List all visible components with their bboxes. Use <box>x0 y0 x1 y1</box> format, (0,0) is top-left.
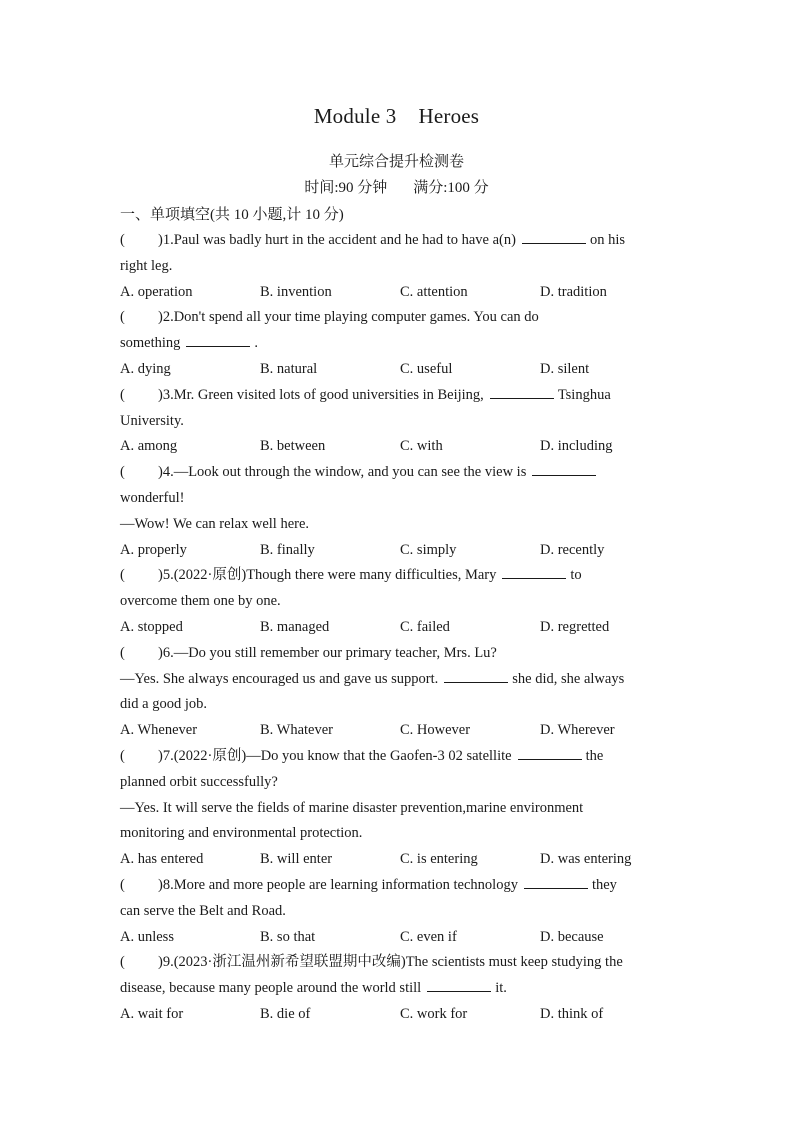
option-d[interactable]: D. Wherever <box>540 722 615 739</box>
answer-blank <box>444 668 508 683</box>
answer-bracket[interactable]: ( <box>120 309 125 326</box>
option-c[interactable]: C. is entering <box>400 851 478 868</box>
option-d[interactable]: D. think of <box>540 1005 604 1022</box>
answer-bracket[interactable]: ( <box>120 464 125 481</box>
answer-bracket[interactable]: ( <box>120 876 125 893</box>
option-c[interactable]: C. However <box>400 722 471 739</box>
answer-bracket[interactable]: ( <box>120 232 125 248</box>
answer-blank <box>524 874 588 889</box>
option-d[interactable]: D. silent <box>540 360 590 377</box>
answer-blank <box>532 461 596 476</box>
question-3: ( )3.Mr. Green visited lots of good universities in Beijing, Tsinghua University. A. among B. between C. with D. including <box>120 383 680 460</box>
options <box>120 1002 680 1028</box>
options <box>120 280 680 306</box>
option-b[interactable]: B. between <box>260 438 326 455</box>
question-9: ( )9.(2023·浙江温州新希望联盟期中改编)The scientists must keep studying the disease, because many people around the world still it. A. wait for B. die of C. work for D. think of <box>120 950 680 1027</box>
exam-info <box>0 176 793 197</box>
option-d[interactable]: D. because <box>540 928 604 945</box>
option-c[interactable]: C. attention <box>400 283 468 300</box>
option-d[interactable]: D. regretted <box>540 618 610 635</box>
answer-bracket[interactable]: ( <box>120 747 125 764</box>
page-title <box>0 104 793 129</box>
option-a[interactable]: A. wait for <box>120 1005 184 1022</box>
time-limit: 时间:90 分钟 <box>304 180 388 196</box>
answer-blank <box>186 332 250 347</box>
option-c[interactable]: C. simply <box>400 541 457 558</box>
total-score: 满分:100 分 <box>413 180 489 196</box>
answer-bracket[interactable]: ( <box>120 954 125 971</box>
option-a[interactable]: A. operation <box>120 283 193 300</box>
section-title: 一、单项填空(共 10 小题,计 10 分) <box>120 207 344 223</box>
question-list <box>120 228 680 1028</box>
module-label: Module 3 <box>313 104 397 128</box>
option-a[interactable]: A. unless <box>120 928 174 945</box>
answer-blank <box>502 564 566 579</box>
option-b[interactable]: B. so that <box>260 928 316 945</box>
options <box>120 718 680 744</box>
answer-blank <box>522 229 586 244</box>
option-b[interactable]: B. finally <box>260 541 315 558</box>
option-a[interactable]: A. among <box>120 438 178 455</box>
question-2: ( )2.Don't spend all your time playing computer games. You can do something . A. dying B. natural C. useful D. silent <box>120 305 680 382</box>
option-b[interactable]: B. managed <box>260 618 330 635</box>
option-c[interactable]: C. useful <box>400 360 453 377</box>
options <box>120 357 680 383</box>
option-d[interactable]: D. including <box>540 438 613 455</box>
option-a[interactable]: A. has entered <box>120 851 204 868</box>
option-a[interactable]: A. properly <box>120 541 187 558</box>
option-b[interactable]: B. invention <box>260 283 332 300</box>
option-b[interactable]: B. will enter <box>260 851 333 868</box>
option-a[interactable]: A. stopped <box>120 618 183 635</box>
option-c[interactable]: C. even if <box>400 928 457 945</box>
options <box>120 615 680 641</box>
option-b[interactable]: B. Whatever <box>260 722 334 739</box>
option-b[interactable]: B. natural <box>260 360 318 377</box>
answer-bracket[interactable]: ( <box>120 386 125 403</box>
option-c[interactable]: C. failed <box>400 618 450 635</box>
question-7: ( )7.(2022·原创)—Do you know that the Gaofen-3 02 satellite the planned orbit successfully? —Yes. It will serve the fields of marine disaster prevention,marine environment monitoring and environmental protection. A. has entered B. will enter C. is entering D. was entering <box>120 744 680 873</box>
answer-bracket[interactable]: ( <box>120 567 125 584</box>
option-d[interactable]: D. recently <box>540 541 605 558</box>
option-a[interactable]: A. dying <box>120 360 171 377</box>
options <box>120 434 680 460</box>
option-a[interactable]: A. Whenever <box>120 722 198 739</box>
option-d[interactable]: D. tradition <box>540 283 607 300</box>
options <box>120 538 680 564</box>
question-4: ( )4.—Look out through the window, and you can see the view is wonderful! —Wow! We can relax well here. A. properly B. finally C. simply D. recently <box>120 460 680 563</box>
answer-blank <box>518 745 582 760</box>
question-8: ( )8.More and more people are learning information technology they can serve the Belt and Road. A. unless B. so that C. even if D. because <box>120 873 680 950</box>
option-c[interactable]: C. work for <box>400 1005 468 1022</box>
options <box>120 847 680 873</box>
options <box>120 925 680 951</box>
option-c[interactable]: C. with <box>400 438 443 455</box>
exam-subtitle: 单元综合提升检测卷 <box>328 154 464 170</box>
answer-blank <box>427 977 491 992</box>
option-d[interactable]: D. was entering <box>540 851 632 868</box>
answer-blank <box>490 384 554 399</box>
topic-label: Heroes <box>418 104 480 128</box>
question-6: ( )6.—Do you still remember our primary teacher, Mrs. Lu? —Yes. She always encouraged us and gave us support. she did, she always did a good job. A. Whenever B. Whatever C. However D. Wherever <box>120 641 680 744</box>
answer-bracket[interactable]: ( <box>120 644 125 661</box>
option-b[interactable]: B. die of <box>260 1005 311 1022</box>
question-1: ( )1.Paul was badly hurt in the accident and he had to have a(n) on his right leg. A. operation B. invention C. attention D. tradition <box>120 228 680 305</box>
question-5: ( )5.(2022·原创)Though there were many difficulties, Mary to overcome them one by one. A. stopped B. managed C. failed D. regretted <box>120 563 680 640</box>
